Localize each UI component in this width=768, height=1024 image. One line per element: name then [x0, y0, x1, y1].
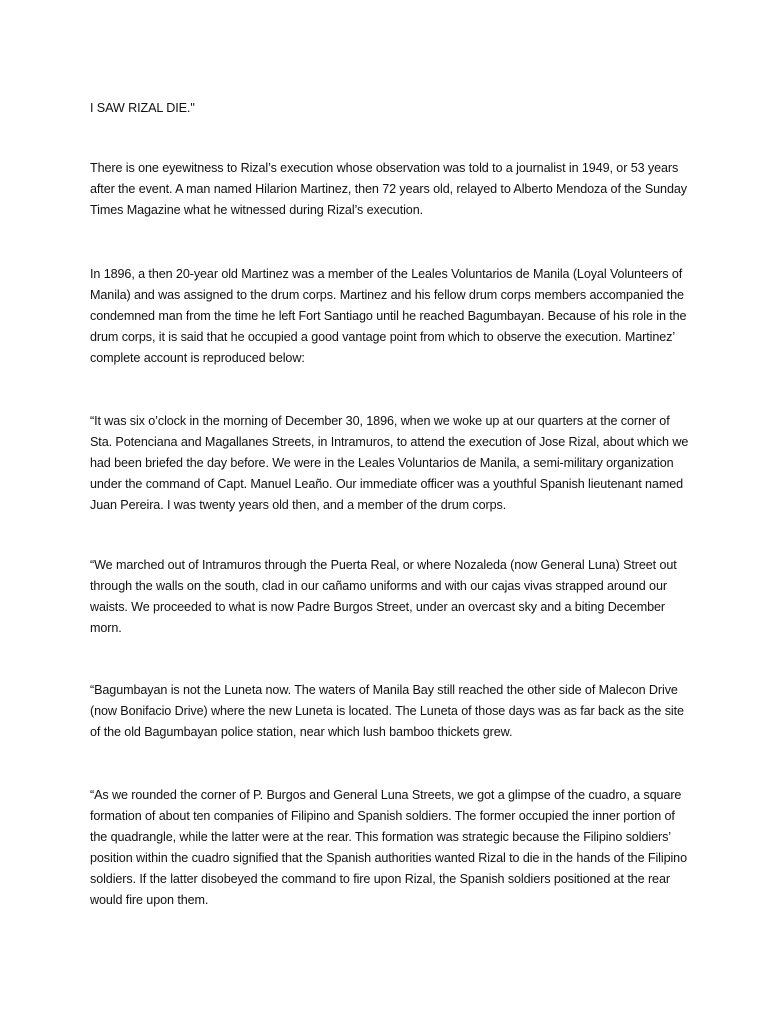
- paragraph-intro: There is one eyewitness to Rizal’s execution whose observation was told to a journalist in 1949, or 53 years after the event. A man named Hilarion Martinez, then 72 years old, relayed to Alberto Mendoza of the Sunday Times Magazine what he witnessed during Rizal’s execution.: [90, 161, 687, 217]
- paragraph-account-bagumbayan: “Bagumbayan is not the Luneta now. The waters of Manila Bay still reached the other side of Malecon Drive (now Bonifacio Drive) where the new Luneta is located. The Luneta of those days was as far back as the site of the old Bagumbayan police station, near which lush bamboo thickets grew.: [90, 683, 684, 739]
- paragraph-account-cuadro: “As we rounded the corner of P. Burgos and General Luna Streets, we got a glimpse of the cuadro, a square formation of about ten companies of Filipino and Spanish soldiers. The former occupied the inner portion of the quadrangle, while the latter were at the rear. This formation was strategic because the Filipino soldiers’ position within the cuadro signified that the Spanish authorities wanted Rizal to die in the hands of the Filipino soldiers. If the latter disobeyed the command to fire upon Rizal, the Spanish soldiers positioned at the rear would fire upon them.: [90, 788, 687, 907]
- paragraph-background: In 1896, a then 20-year old Martinez was a member of the Leales Voluntarios de Manila (Loyal Volunteers of Manila) and was assigned to the drum corps. Martinez and his fellow drum corps members accompanied the condemned man from the time he left Fort Santiago until he reached Bagumbayan. Because of his role in the drum corps, it is said that he occupied a good vantage point from which to observe the execution. Martinez’ complete account is reproduced below:: [90, 267, 687, 365]
- paragraph-account-march: “We marched out of Intramuros through the Puerta Real, or where Nozaleda (now General Luna) Street out through the walls on the south, clad in our cañamo uniforms and with our cajas vivas strapped around our waists. We proceeded to what is now Padre Burgos Street, under an overcast sky and a biting December morn.: [90, 558, 677, 635]
- document-title: I SAW RIZAL DIE.": [90, 101, 195, 115]
- paragraph-account-morning: “It was six o’clock in the morning of December 30, 1896, when we woke up at our quarters at the corner of Sta. Potenciana and Magallanes Streets, in Intramuros, to attend the execution of Jose Rizal, about which we had been briefed the day before. We were in the Leales Voluntarios de Manila, a semi-military organization under the command of Capt. Manuel Leaño. Our immediate officer was a youthful Spanish lieutenant named Juan Pereira. I was twenty years old then, and a member of the drum corps.: [90, 414, 689, 512]
